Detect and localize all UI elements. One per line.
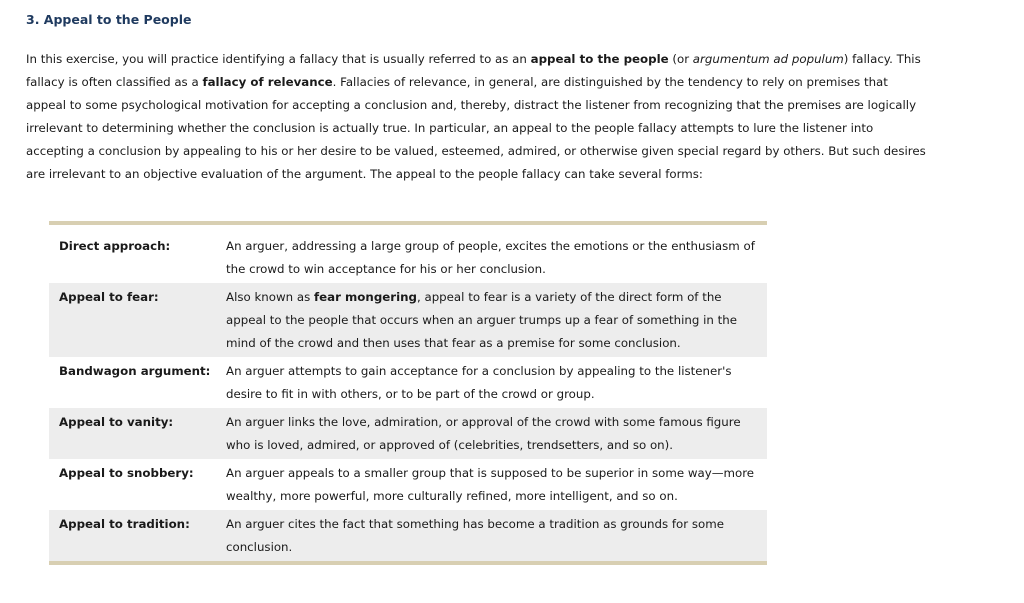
form-definition <box>226 283 756 357</box>
term-appeal-to-the-people: appeal to the people <box>530 52 669 66</box>
term-fallacy-of-relevance: fallacy of relevance <box>202 75 333 89</box>
table-row <box>49 225 767 283</box>
form-term: Bandwagon argument: <box>59 364 211 378</box>
section-title: 3. Appeal to the People <box>26 12 192 27</box>
intro-text: This fallacy is often classified as a <box>26 52 921 89</box>
intro-text: (or <box>668 52 693 66</box>
table-row <box>49 408 767 459</box>
table-row <box>49 510 767 561</box>
intro-paragraph <box>26 48 926 186</box>
form-definition: An arguer cites the fact that something has become a tradition as grounds for some conclusion. <box>226 517 724 554</box>
term-fear-mongering: fear mongering <box>314 290 417 304</box>
table-row <box>49 283 767 357</box>
intro-text: ) fallacy. <box>843 52 893 66</box>
latin-term: argumentum ad populum <box>692 52 844 66</box>
form-definition: An arguer attempts to gain acceptance for a conclusion by appealing to the listener's desire to fit in with others, or to be part of the crowd or group. <box>226 364 732 401</box>
form-definition: An arguer links the love, admiration, or approval of the crowd with some famous figure who is loved, admired, or approved of (celebrities, trendsetters, and so on). <box>226 415 741 452</box>
table-row <box>49 357 767 408</box>
intro-text: In this exercise, you will practice identifying a fallacy that is usually referred to as an <box>26 52 531 66</box>
forms-table <box>49 221 767 565</box>
form-definition: An arguer, addressing a large group of people, excites the emotions or the enthusiasm of the crowd to win acceptance for his or her conclusion. <box>226 239 755 276</box>
form-term: Appeal to tradition: <box>59 517 190 531</box>
definition-text: , appeal to fear is a variety of the direct form of the appeal to the people that occurs when an arguer trumps up a fear of something in the mind of the crowd and then uses that fear as a premise for some conclusion. <box>226 290 737 350</box>
form-term: Appeal to vanity: <box>59 415 174 429</box>
table-row <box>49 459 767 510</box>
intro-text: . Fallacies of relevance, in general, are distinguished by the tendency to rely on premises that appeal to some psychological motivation for accepting a conclusion and, thereby, distract the listener from recognizing that the premises are logically irrelevant to determining whether the conclusion is actually true. In particular, an appeal to the people fallacy attempts to lure the listener into accepting a conclusion by appealing to his or her desire to be valued, esteemed, admired, or otherwise given special regard by others. But such desires are irrelevant to an objective evaluation of the argument. The appeal to the people fallacy can take several forms: <box>26 75 926 181</box>
form-term: Appeal to snobbery: <box>59 466 194 480</box>
definition-text: Also known as <box>226 290 314 304</box>
form-definition: An arguer appeals to a smaller group that is supposed to be superior in some way—more wealthy, more powerful, more culturally refined, more intelligent, and so on. <box>226 466 755 503</box>
form-term: Appeal to fear: <box>59 290 159 304</box>
form-term: Direct approach: <box>59 239 171 253</box>
